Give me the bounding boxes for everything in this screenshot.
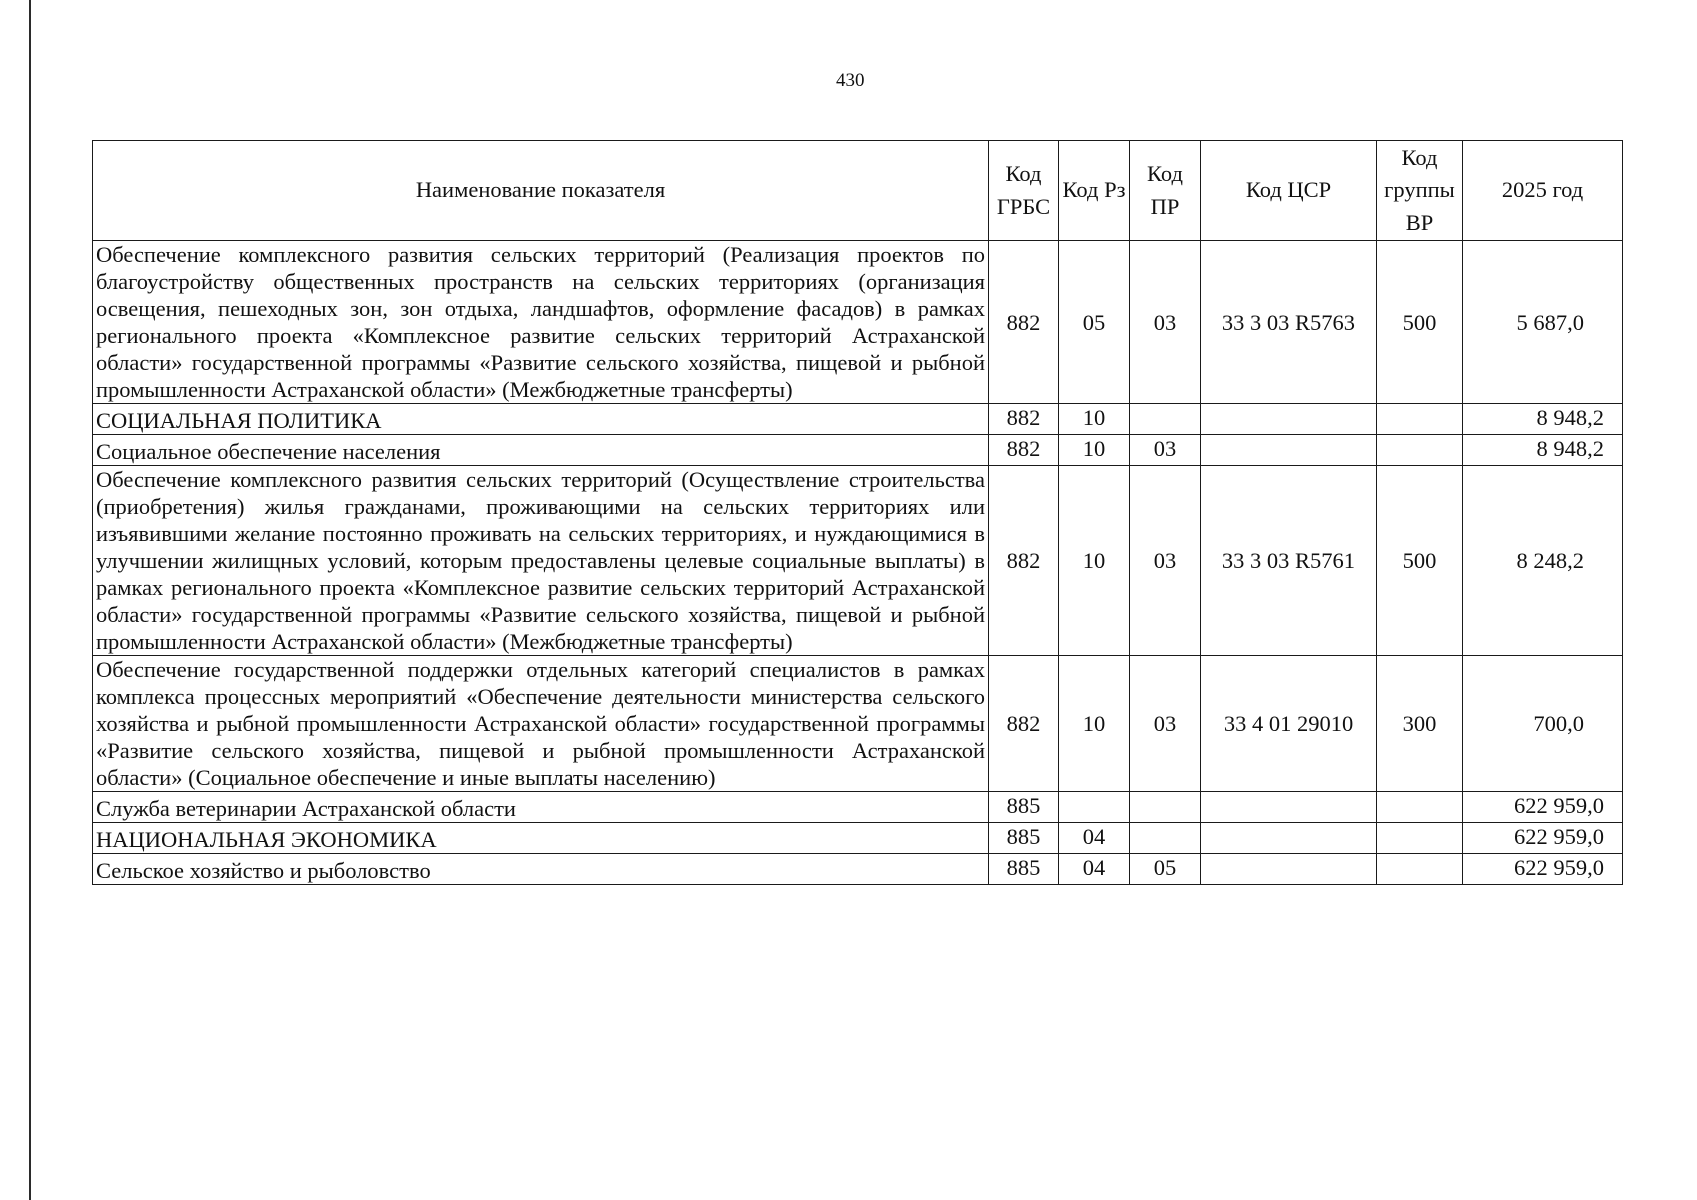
row-rz: 10 [1059, 404, 1130, 435]
row-rz: 04 [1059, 823, 1130, 854]
row-pr: 03 [1130, 466, 1201, 656]
header-rz: Код Рз [1059, 141, 1130, 241]
row-vr: 500 [1377, 466, 1463, 656]
row-csr [1201, 823, 1377, 854]
header-pr: Код ПР [1130, 141, 1201, 241]
row-grbs: 882 [989, 466, 1059, 656]
row-vr: 500 [1377, 241, 1463, 404]
row-vr [1377, 823, 1463, 854]
header-vr: Код группы ВР [1377, 141, 1463, 241]
row-csr [1201, 792, 1377, 823]
row-vr [1377, 792, 1463, 823]
table-header-row [93, 141, 1623, 241]
row-csr [1201, 404, 1377, 435]
row-sum: 5 687,0 [1463, 241, 1623, 404]
header-year: 2025 год [1463, 141, 1623, 241]
scan-edge-line [29, 0, 31, 1200]
row-pr: 03 [1130, 435, 1201, 466]
row-grbs: 882 [989, 435, 1059, 466]
table-row [93, 854, 1623, 885]
row-sum: 622 959,0 [1463, 854, 1623, 885]
table-row [93, 435, 1623, 466]
row-vr: 300 [1377, 656, 1463, 792]
header-csr: Код ЦСР [1201, 141, 1377, 241]
row-name: Обеспечение комплексного развития сельских территорий (Осуществление строительства (приобретения) жилья гражданами, проживающими на сельских территориях или изъявившими желание постоянно проживать на сельских территориях, и нуждающимися в улучшении жилищных условий, которым предоставлены целевые социальные выплаты) в рамках регионального проекта «Комплексное развитие сельских территорий Астраханской области» государственной программы «Развитие сельского хозяйства, пищевой и рыбной промышленности Астраханской области» (Межбюджетные трансферты) [93, 466, 989, 656]
row-rz: 10 [1059, 656, 1130, 792]
row-csr: 33 4 01 29010 [1201, 656, 1377, 792]
row-name: Обеспечение комплексного развития сельских территорий (Реализация проектов по благоустройству общественных пространств на сельских территориях (организация освещения, пешеходных зон, зон отдыха, ландшафтов, оформление фасадов) в рамках регионального проекта «Комплексное развитие сельских территорий Астраханской области» государственной программы «Развитие сельского хозяйства, пищевой и рыбной промышленности Астраханской области» (Межбюджетные трансферты) [93, 241, 989, 404]
row-sum: 8 248,2 [1463, 466, 1623, 656]
row-rz: 04 [1059, 854, 1130, 885]
row-vr [1377, 854, 1463, 885]
row-vr [1377, 435, 1463, 466]
row-pr [1130, 792, 1201, 823]
row-sum: 8 948,2 [1463, 435, 1623, 466]
row-pr [1130, 823, 1201, 854]
row-name: НАЦИОНАЛЬНАЯ ЭКОНОМИКА [93, 823, 989, 854]
row-pr [1130, 404, 1201, 435]
row-rz: 05 [1059, 241, 1130, 404]
row-grbs: 882 [989, 404, 1059, 435]
header-grbs: Код ГРБС [989, 141, 1059, 241]
budget-table [92, 140, 1623, 885]
row-rz [1059, 792, 1130, 823]
row-name: СОЦИАЛЬНАЯ ПОЛИТИКА [93, 404, 989, 435]
row-vr [1377, 404, 1463, 435]
row-name: Социальное обеспечение населения [93, 435, 989, 466]
row-name: Сельское хозяйство и рыболовство [93, 854, 989, 885]
table-row [93, 404, 1623, 435]
row-pr: 03 [1130, 656, 1201, 792]
row-csr [1201, 435, 1377, 466]
row-grbs: 882 [989, 656, 1059, 792]
row-sum: 622 959,0 [1463, 792, 1623, 823]
row-csr: 33 3 03 R5763 [1201, 241, 1377, 404]
row-name: Служба ветеринарии Астраханской области [93, 792, 989, 823]
table-row [93, 241, 1623, 404]
table-row [93, 823, 1623, 854]
row-pr: 03 [1130, 241, 1201, 404]
row-grbs: 885 [989, 792, 1059, 823]
table-row [93, 466, 1623, 656]
row-rz: 10 [1059, 435, 1130, 466]
row-grbs: 885 [989, 823, 1059, 854]
header-name: Наименование показателя [93, 141, 989, 241]
row-sum: 622 959,0 [1463, 823, 1623, 854]
row-csr [1201, 854, 1377, 885]
row-grbs: 882 [989, 241, 1059, 404]
row-rz: 10 [1059, 466, 1130, 656]
page-number: 430 [836, 70, 865, 91]
table-row [93, 792, 1623, 823]
row-grbs: 885 [989, 854, 1059, 885]
table-row [93, 656, 1623, 792]
row-csr: 33 3 03 R5761 [1201, 466, 1377, 656]
row-pr: 05 [1130, 854, 1201, 885]
row-sum: 8 948,2 [1463, 404, 1623, 435]
row-sum: 700,0 [1463, 656, 1623, 792]
row-name: Обеспечение государственной поддержки отдельных категорий специалистов в рамках комплекса процессных мероприятий «Обеспечение деятельности министерства сельского хозяйства и рыбной промышленности Астраханской области» государственной программы «Развитие сельского хозяйства, пищевой и рыбной промышленности Астраханской области» (Социальное обеспечение и иные выплаты населению) [93, 656, 989, 792]
